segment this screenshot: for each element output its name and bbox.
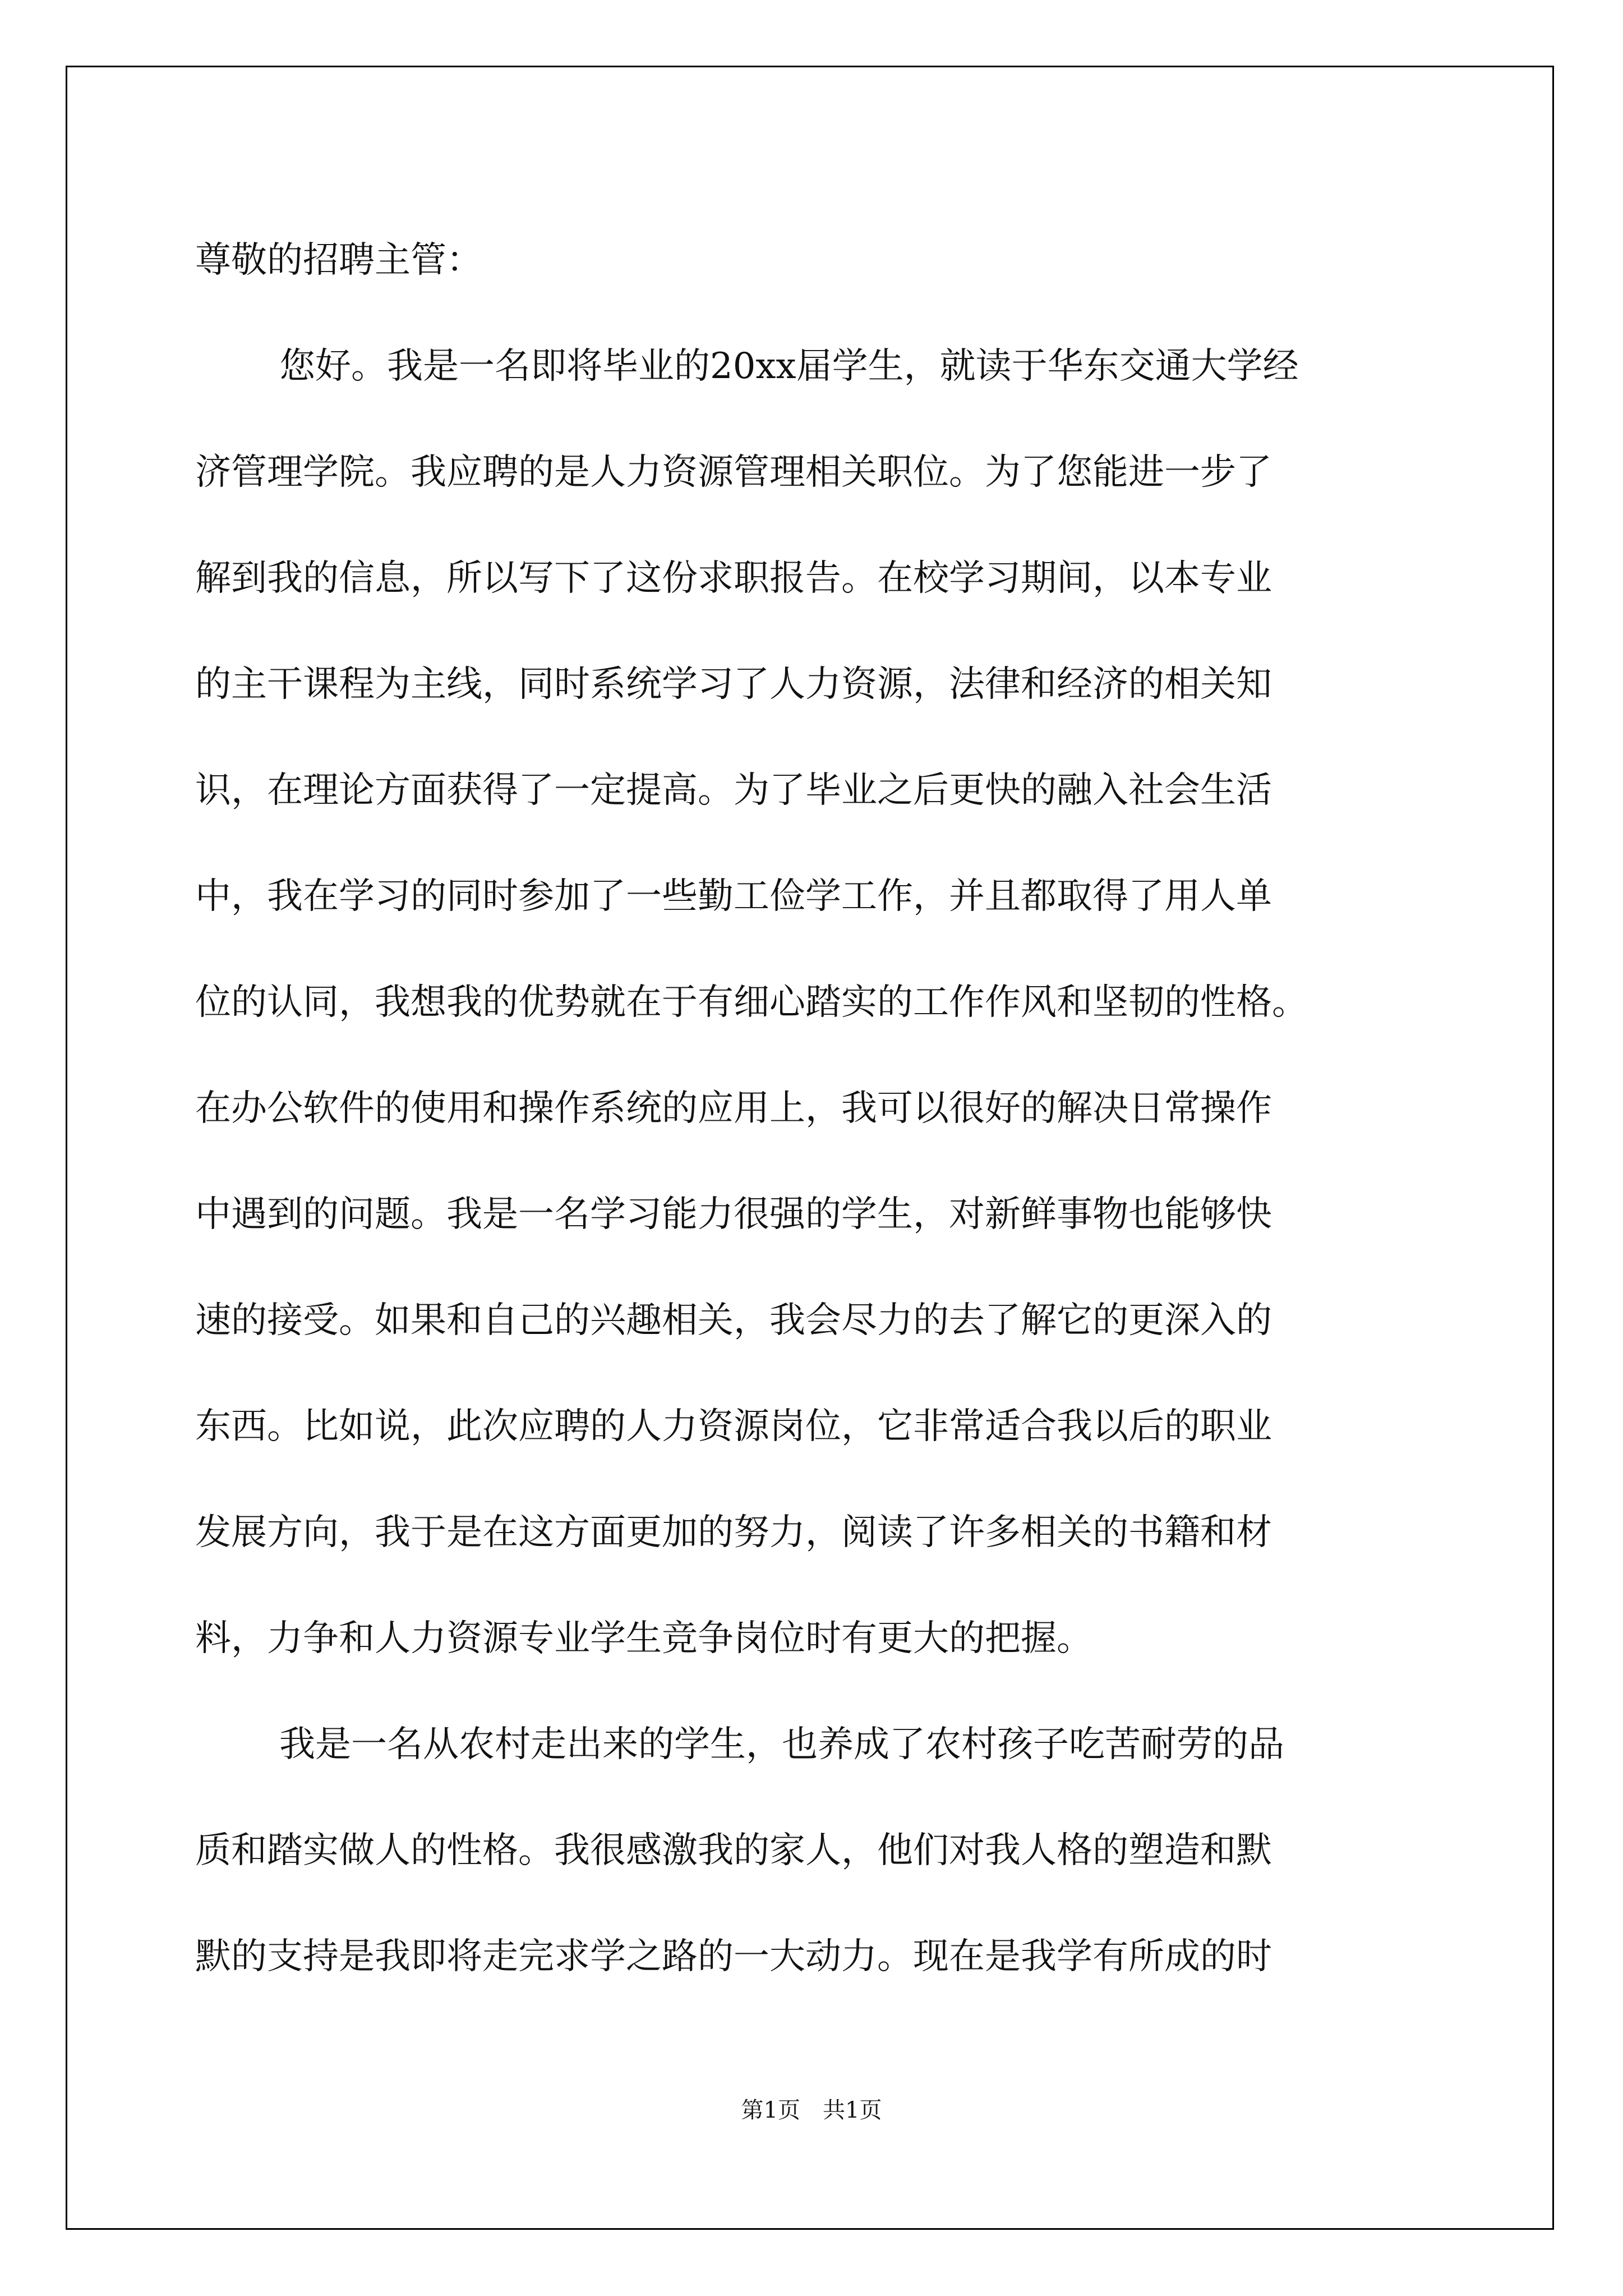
paragraph-line: 料，力争和人力资源专业学生竞争岗位时有更大的把握。 <box>195 1618 1092 1659</box>
paragraph-line: 的主干课程为主线，同时系统学习了人力资源，法律和经济的相关知 <box>195 664 1272 705</box>
paragraph-line: 解到我的信息，所以写下了这份求职报告。在校学习期间，以本专业 <box>195 558 1272 599</box>
paragraph-line: 中，我在学习的同时参加了一些勤工俭学工作，并且都取得了用人单 <box>195 876 1272 917</box>
letter-body <box>195 208 1457 2010</box>
paragraph-line: 默的支持是我即将走完求学之路的一大动力。现在是我学有所成的时 <box>195 1936 1272 1977</box>
page-footer: 第1页 共1页 <box>741 2097 882 2123</box>
paragraph-line: 发展方向，我于是在这方面更加的努力，阅读了许多相关的书籍和材 <box>195 1512 1272 1553</box>
paragraph-line: 识，在理论方面获得了一定提高。为了毕业之后更快的融入社会生活 <box>195 770 1272 811</box>
paragraph-line: 位的认同，我想我的优势就在于有细心踏实的工作作风和坚韧的性格。 <box>195 982 1308 1023</box>
paragraph-line: 我是一名从农村走出来的学生，也养成了农村孩子吃苦耐劳的品 <box>279 1724 1284 1765</box>
paragraph-line: 在办公软件的使用和操作系统的应用上，我可以很好的解决日常操作 <box>195 1088 1272 1129</box>
paragraph-line: 中遇到的问题。我是一名学习能力很强的学生，对新鲜事物也能够快 <box>195 1194 1272 1235</box>
paragraph-line: 东西。比如说，此次应聘的人力资源岗位，它非常适合我以后的职业 <box>195 1406 1272 1447</box>
paragraph-line: 您好。我是一名即将毕业的20xx届学生，就读于华东交通大学经 <box>279 346 1299 387</box>
paragraph-line: 速的接受。如果和自己的兴趣相关，我会尽力的去了解它的更深入的 <box>195 1300 1272 1341</box>
paragraph-line: 济管理学院。我应聘的是人力资源管理相关职位。为了您能进一步了 <box>195 452 1272 493</box>
paragraph-line: 质和踏实做人的性格。我很感激我的家人，他们对我人格的塑造和默 <box>195 1830 1272 1871</box>
salutation: 尊敬的招聘主管： <box>195 240 482 281</box>
